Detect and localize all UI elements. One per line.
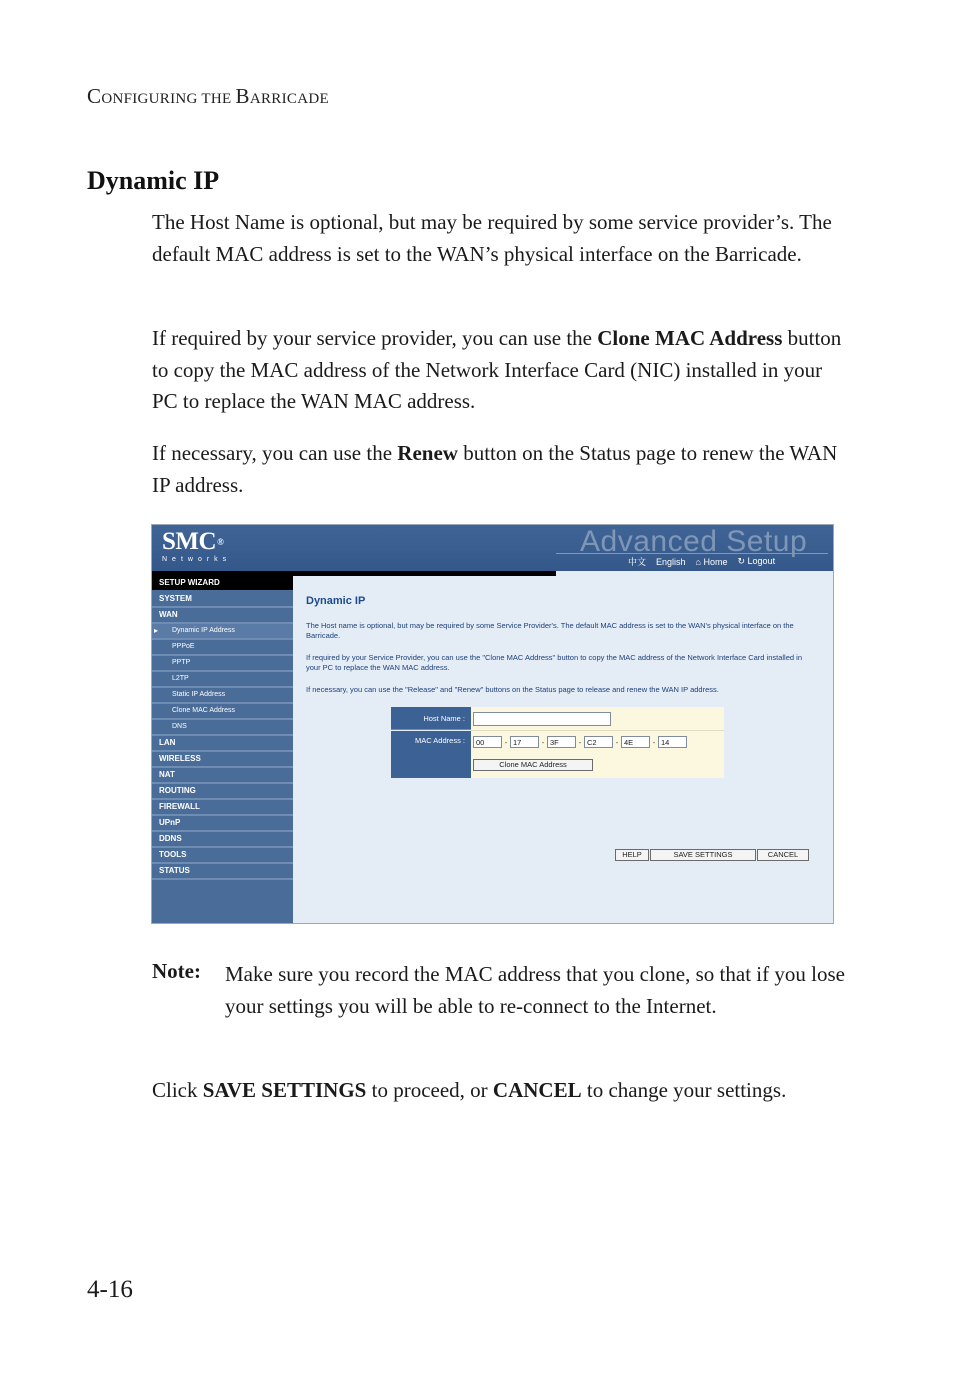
host-name-cell [471, 707, 724, 731]
running-head-part-2: ARRICADE [249, 91, 329, 107]
paragraph-renew [152, 438, 852, 501]
nav-system[interactable]: SYSTEM [152, 592, 293, 608]
nav-dynamic-ip[interactable]: ▸ Dynamic IP Address [152, 624, 293, 640]
page-number: 4-16 [87, 1276, 133, 1303]
p4-text-before: Click [152, 1078, 203, 1102]
mac-octet-1[interactable]: 00 [473, 736, 502, 748]
section-title: Dynamic IP [87, 166, 220, 195]
note-label: Note: [152, 959, 201, 983]
nav-upnp[interactable]: UPnP [152, 816, 293, 832]
nav-wan[interactable]: WAN [152, 608, 293, 624]
registered-mark: ® [217, 537, 224, 547]
cancel-button[interactable]: CANCEL [757, 849, 809, 861]
mac-address-label: MAC Address : [391, 731, 471, 778]
logo-subtitle: Networks [162, 556, 232, 563]
p4-save-settings-term: SAVE SETTINGS [202, 1078, 367, 1102]
home-link[interactable]: ⌂ Home [695, 556, 728, 567]
p2-text-before: If required by your service provider, you can use the [152, 326, 598, 350]
p3-renew-term: Renew [397, 441, 458, 465]
nav-routing[interactable]: ROUTING [152, 784, 293, 800]
content-text-host-name: The Host name is optional, but may be required by some Service Provider's. The default MAC address is set to the WAN's physical interface on the Barricade. [306, 621, 794, 640]
nav-static-ip[interactable]: Static IP Address [152, 688, 293, 704]
running-head-initial-b: B [235, 84, 250, 108]
mac-separator: - [504, 737, 508, 747]
nav-ddns[interactable]: DDNS [152, 832, 293, 848]
content-pane [293, 576, 833, 923]
nav-lan[interactable]: LAN [152, 736, 293, 752]
paragraph-save-instructions [152, 1075, 852, 1107]
mac-address-fields [473, 736, 687, 748]
dynamic-ip-form [391, 707, 724, 778]
mac-separator: - [578, 737, 582, 747]
mac-address-cell [471, 731, 724, 778]
clone-mac-button[interactable]: Clone MAC Address [473, 759, 593, 771]
mac-separator: - [652, 737, 656, 747]
logout-link[interactable]: ↻ Logout [737, 556, 776, 566]
running-head-initial-c: C [87, 84, 102, 108]
mac-octet-4[interactable]: C2 [584, 736, 613, 748]
note-text: Make sure you record the MAC address that you clone, so that if you lose your settings you will be able to re-connect to the Internet. [225, 962, 845, 1018]
p2-text-after: button to copy the MAC address of the Network Interface Card (NIC) installed in your PC to replace the WAN MAC address. [152, 326, 842, 413]
p3-text-after: button on the Status page to renew the WAN IP address. [152, 441, 838, 497]
mac-octet-6[interactable]: 14 [658, 736, 687, 748]
nav-tools[interactable]: TOOLS [152, 848, 293, 864]
smc-logo [162, 529, 231, 563]
p3-text-before: If necessary, you can use the [152, 441, 398, 465]
content-title: Dynamic IP [306, 595, 366, 607]
logo-text: SMC [162, 528, 217, 555]
running-head [87, 84, 329, 109]
mac-octet-3[interactable]: 3F [547, 736, 576, 748]
nav-dns[interactable]: DNS [152, 720, 293, 736]
nav-status[interactable]: STATUS [152, 864, 293, 880]
p4-text-middle: to proceed, or [366, 1078, 493, 1102]
paragraph-clone-mac [152, 323, 852, 418]
nav-wireless[interactable]: WIRELESS [152, 752, 293, 768]
router-screenshot [151, 524, 834, 924]
nav-nat[interactable]: NAT [152, 768, 293, 784]
top-links [556, 553, 828, 569]
content-text-clone: If required by your Service Provider, you can use the "Clone MAC Address" button to copy the MAC address of the Network Interface Card installed in your PC to replace the WAN MAC address. [306, 653, 802, 672]
nav-l2tp[interactable]: L2TP [152, 672, 293, 688]
mac-separator: - [541, 737, 545, 747]
sidebar [152, 576, 293, 923]
banner-title: Advanced Setup [580, 525, 808, 558]
content-text-renew: If necessary, you can use the "Release" and "Renew" buttons on the Status page to release and renew the WAN IP address. [306, 685, 719, 694]
help-button[interactable]: HELP [615, 849, 649, 861]
router-header [152, 525, 833, 571]
nav-firewall[interactable]: FIREWALL [152, 800, 293, 816]
lang-english-link[interactable]: English [656, 556, 686, 567]
mac-octet-2[interactable]: 17 [510, 736, 539, 748]
p4-cancel-term: CANCEL [492, 1078, 582, 1102]
mac-octet-5[interactable]: 4E [621, 736, 650, 748]
save-settings-button[interactable]: SAVE SETTINGS [650, 849, 756, 861]
nav-pptp[interactable]: PPTP [152, 656, 293, 672]
nav-pppoe[interactable]: PPPoE [152, 640, 293, 656]
mac-separator: - [615, 737, 619, 747]
paragraph-host-name: The Host Name is optional, but may be required by some service provider’s. The default MAC address is set to the WAN’s physical interface on the Barricade. [152, 210, 832, 266]
nav-clone-mac[interactable]: Clone MAC Address [152, 704, 293, 720]
host-name-input[interactable] [473, 712, 611, 726]
p4-text-after: to change your settings. [581, 1078, 787, 1102]
nav-setup-wizard[interactable]: SETUP WIZARD [152, 576, 293, 592]
host-name-label: Host Name : [391, 707, 471, 730]
running-head-part-1: ONFIGURING THE [101, 91, 236, 107]
lang-chinese-link[interactable]: 中文 [628, 557, 647, 567]
p2-clone-mac-term: Clone MAC Address [597, 326, 783, 350]
